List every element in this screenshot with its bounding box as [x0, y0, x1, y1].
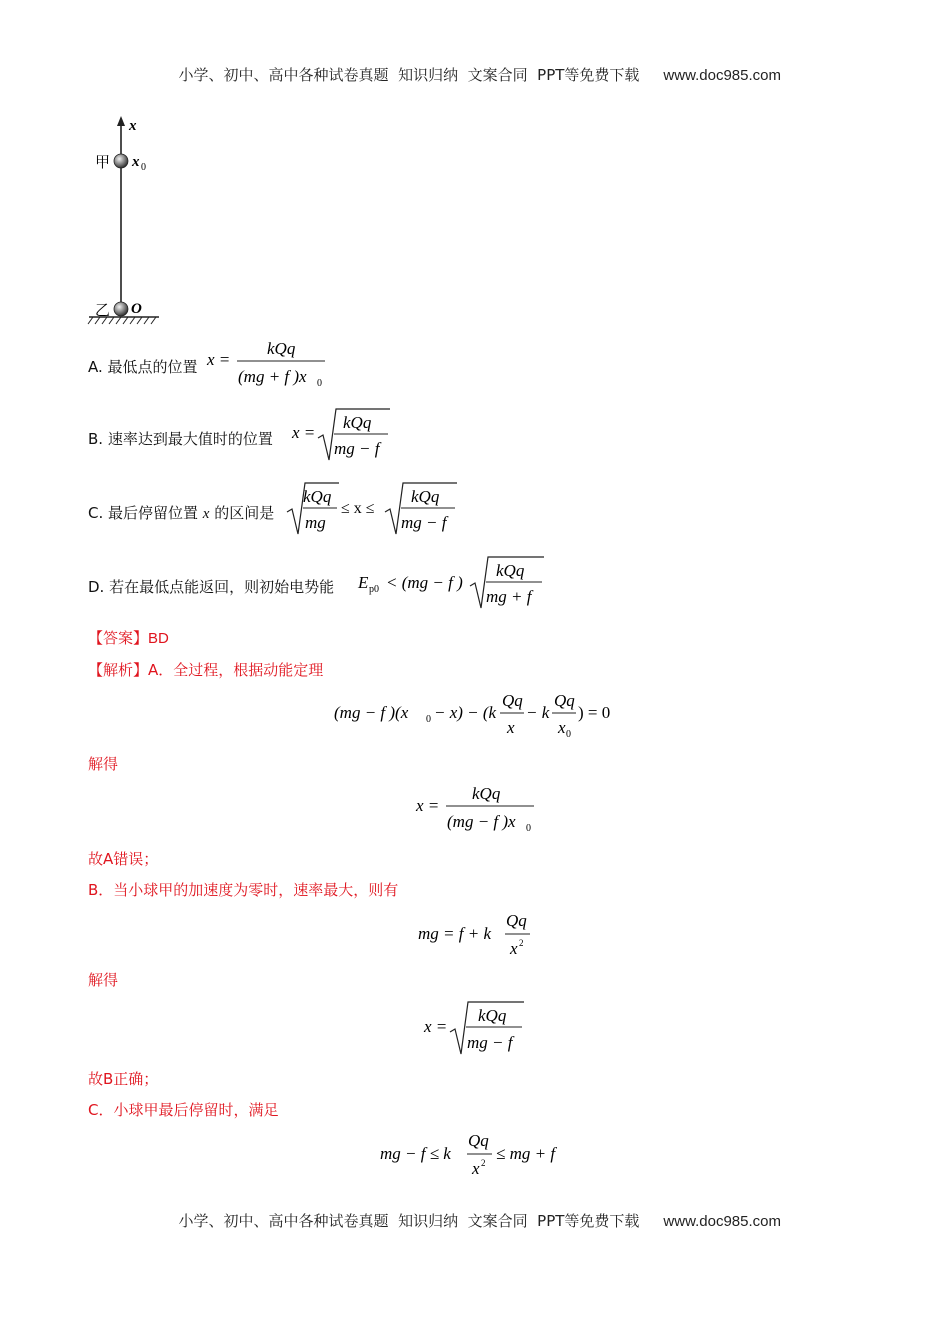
conclusion-b: 故B正确；	[88, 1070, 159, 1088]
math-sub: 0	[317, 378, 322, 389]
eq-zero: ) = 0	[578, 703, 611, 722]
solve-label-2: 解得	[88, 971, 119, 989]
axis-arrow-icon	[117, 116, 125, 126]
eq-c-den: x	[472, 1159, 480, 1178]
equation-c	[376, 1126, 576, 1182]
ball-a-sub: 0	[141, 162, 146, 173]
axis-label: x	[129, 118, 137, 134]
eq-b-num: Qq	[506, 911, 527, 930]
math-leq-x-leq: ≤ x ≤	[341, 500, 375, 517]
solve-label-1: 解得	[88, 755, 119, 773]
result-a-sub: 0	[526, 823, 531, 834]
ball-b	[114, 302, 128, 316]
option-d-formula	[356, 552, 551, 614]
banner-text: 小学、初中、高中各种试卷真题 知识归纳 文案合同 PPT等免费下载	[178, 66, 640, 84]
option-c-text-1: C. 最后停留位置	[88, 504, 199, 522]
math-denominator-right: mg − f	[401, 513, 447, 532]
math-denominator: mg + f	[486, 587, 532, 606]
banner-site[interactable]: www.doc985.com	[663, 67, 781, 84]
math-lt-paren: < (mg − f )	[386, 573, 463, 592]
math-x-eq: x =	[292, 423, 316, 442]
answer-line	[88, 627, 169, 648]
option-c-text-2: 的区间是	[214, 504, 275, 522]
answer-value: BD	[148, 630, 169, 647]
math-denominator: mg − f	[334, 439, 380, 458]
option-d-text: D. 若在最低点能返回，则初始电势能	[88, 578, 335, 596]
conclusion-a: 故A错误；	[88, 850, 159, 868]
math-numerator: kQq	[267, 339, 296, 358]
math-numerator-right: kQq	[411, 487, 440, 506]
energy-equation	[330, 686, 630, 742]
analysis-c-intro: C．小球甲最后停留时，满足	[88, 1101, 279, 1119]
ball-b-label: 乙	[95, 301, 111, 319]
option-a-text: A. 最低点的位置	[88, 358, 198, 376]
result-a	[412, 780, 542, 836]
eq-b-sup: 2	[519, 938, 524, 948]
answer-label: 【答案】	[88, 629, 149, 647]
option-c-var: x	[202, 506, 210, 522]
option-c-line	[88, 502, 274, 523]
eq-c-left: mg − f ≤ k	[380, 1144, 451, 1163]
eq-left: (mg − f )(x	[334, 703, 409, 722]
option-a-formula	[205, 336, 335, 392]
result-a-num: kQq	[472, 784, 501, 803]
result-a-den: (mg − f )x	[447, 812, 516, 831]
eq-c-num: Qq	[468, 1131, 489, 1150]
eq-frac1-den: x	[507, 718, 515, 737]
math-denominator: (mg + f )x	[238, 367, 307, 386]
eq-minus-k: − k	[526, 703, 550, 722]
analysis-line	[88, 659, 323, 680]
eq-frac2-num: Qq	[554, 691, 575, 710]
analysis-label: 【解析】	[88, 661, 149, 679]
eq-frac2-den: x	[558, 718, 566, 737]
math-numerator: kQq	[343, 413, 372, 432]
option-c-formula	[285, 478, 465, 540]
option-b-formula	[290, 404, 400, 464]
result-b-den: mg − f	[467, 1033, 513, 1052]
math-denominator-left: mg	[305, 513, 326, 532]
footer-banner	[0, 1192, 950, 1231]
banner-site[interactable]: www.doc985.com	[663, 1213, 781, 1230]
result-b-num: kQq	[478, 1006, 507, 1025]
origin-label: O	[131, 301, 142, 317]
option-b-text: B. 速率达到最大值时的位置	[88, 430, 273, 448]
math-numerator: kQq	[496, 561, 525, 580]
ball-a-label: 甲	[95, 153, 111, 171]
math-x-eq: x =	[207, 350, 231, 369]
banner-text: 小学、初中、高中各种试卷真题 知识归纳 文案合同 PPT等免费下载	[178, 1212, 640, 1230]
math-ep: E	[358, 573, 369, 592]
math-ep-sub: p0	[369, 584, 379, 595]
math-numerator-left: kQq	[303, 487, 332, 506]
ball-a-pos: x	[132, 154, 140, 170]
eq-c-sup: 2	[481, 1158, 486, 1168]
result-a-x-eq: x =	[416, 796, 440, 815]
eq-frac1-num: Qq	[502, 691, 523, 710]
result-b-x-eq: x =	[424, 1017, 448, 1036]
analysis-a-intro: A．全过程，根据动能定理	[148, 661, 324, 679]
eq-b-left: mg = f + k	[418, 924, 491, 943]
header-banner	[0, 46, 950, 85]
eq-sub: 0	[426, 714, 431, 725]
eq-mid: − x) − (k	[434, 703, 497, 722]
eq-frac2-sub: 0	[566, 729, 571, 740]
eq-c-right: ≤ mg + f	[496, 1144, 556, 1163]
physics-figure	[85, 112, 175, 330]
analysis-b-intro: B．当小球甲的加速度为零时，速率最大，则有	[88, 881, 399, 899]
equation-b	[414, 906, 544, 962]
eq-b-den: x	[510, 939, 518, 958]
ball-a	[114, 154, 128, 168]
result-b	[420, 996, 540, 1058]
